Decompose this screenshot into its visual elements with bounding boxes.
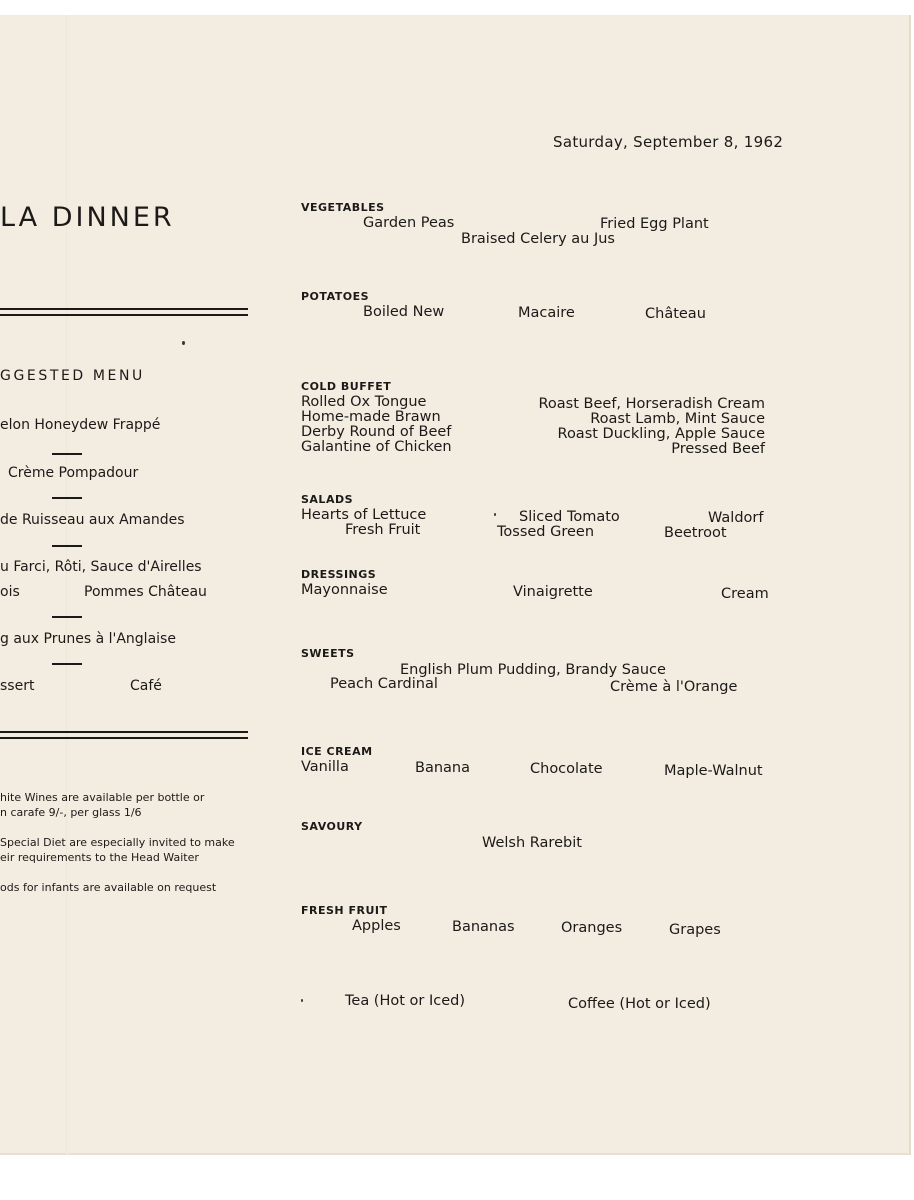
menu-item: Pressed Beef xyxy=(671,441,765,457)
course-divider xyxy=(52,545,82,547)
menu-item: Vinaigrette xyxy=(513,584,593,600)
suggested-menu-heading: GGESTED MENU xyxy=(0,368,145,384)
section-heading-vegetables: VEGETABLES xyxy=(301,201,385,214)
menu-item: Macaire xyxy=(518,305,575,321)
menu-item: Fried Egg Plant xyxy=(600,216,709,232)
note-wines-2: n carafe 9/-, per glass 1/6 xyxy=(0,806,142,819)
double-rule-bottom xyxy=(0,731,248,739)
section-heading-dressings: DRESSINGS xyxy=(301,568,377,581)
course-starter: elon Honeydew Frappé xyxy=(0,417,161,433)
menu-item: Sliced Tomato xyxy=(519,509,620,525)
menu-item: Tossed Green xyxy=(497,524,595,540)
note-diet-2: eir requirements to the Head Waiter xyxy=(0,851,199,864)
menu-date: Saturday, September 8, 1962 xyxy=(553,133,784,151)
page-fold xyxy=(66,15,68,1155)
menu-item: English Plum Pudding, Brandy Sauce xyxy=(400,662,666,678)
course-divider xyxy=(52,616,82,618)
menu-item: Derby Round of Beef xyxy=(301,424,452,440)
course-cafe: Café xyxy=(130,678,162,694)
menu-item: Roast Beef, Horseradish Cream xyxy=(538,396,765,412)
menu-item: Welsh Rarebit xyxy=(482,835,582,851)
section-heading-salads: SALADS xyxy=(301,493,354,506)
menu-item: Banana xyxy=(415,760,470,776)
menu-item: Braised Celery au Jus xyxy=(461,231,615,247)
menu-item: Hearts of Lettuce xyxy=(301,507,427,523)
menu-item: Oranges xyxy=(561,920,623,936)
menu-item: Chocolate xyxy=(530,761,603,777)
course-main: u Farci, Rôti, Sauce d'Airelles xyxy=(0,559,202,575)
menu-item: Mayonnaise xyxy=(301,582,388,598)
ink-speck xyxy=(182,341,185,345)
beverage-coffee: Coffee (Hot or Iced) xyxy=(568,996,711,1012)
menu-item: Galantine of Chicken xyxy=(301,439,452,455)
course-main-side: ois xyxy=(0,584,20,600)
menu-item: Beetroot xyxy=(664,525,727,541)
menu-item: Crème à l'Orange xyxy=(610,679,738,695)
menu-item: Maple-Walnut xyxy=(664,763,763,779)
menu-item: Roast Duckling, Apple Sauce xyxy=(557,426,765,442)
ink-speck xyxy=(301,999,303,1002)
course-main-potatoes: Pommes Château xyxy=(84,584,207,600)
section-heading-savoury: SAVOURY xyxy=(301,820,363,833)
section-heading-cold-buffet: COLD BUFFET xyxy=(301,380,392,393)
menu-item: Bananas xyxy=(452,919,515,935)
menu-item: Peach Cardinal xyxy=(330,676,438,692)
course-divider xyxy=(52,663,82,665)
section-heading-fresh-fruit: FRESH FRUIT xyxy=(301,904,388,917)
course-fish: de Ruisseau aux Amandes xyxy=(0,512,185,528)
menu-item: Waldorf xyxy=(708,510,764,526)
menu-item: Boiled New xyxy=(363,304,445,320)
menu-item: Rolled Ox Tongue xyxy=(301,394,427,410)
menu-item: Roast Lamb, Mint Sauce xyxy=(590,411,765,427)
note-diet-1: Special Diet are especially invited to make xyxy=(0,836,235,849)
menu-title: LA DINNER xyxy=(0,202,175,233)
menu-item: Château xyxy=(645,306,706,322)
course-soup: Crème Pompadour xyxy=(8,465,139,481)
section-heading-ice-cream: ICE CREAM xyxy=(301,745,373,758)
double-rule-top xyxy=(0,308,248,316)
course-pudding: g aux Prunes à l'Anglaise xyxy=(0,631,176,647)
course-divider xyxy=(52,497,82,499)
menu-item: Vanilla xyxy=(301,759,349,775)
menu-item: Home-made Brawn xyxy=(301,409,441,425)
beverage-tea: Tea (Hot or Iced) xyxy=(345,993,466,1009)
ink-speck xyxy=(494,513,496,516)
course-divider xyxy=(52,453,82,455)
menu-item: Cream xyxy=(721,586,769,602)
note-infants: ods for infants are available on request xyxy=(0,881,217,894)
section-heading-potatoes: POTATOES xyxy=(301,290,370,303)
section-heading-sweets: SWEETS xyxy=(301,647,355,660)
note-wines-1: hite Wines are available per bottle or xyxy=(0,791,205,804)
menu-item: Fresh Fruit xyxy=(345,522,421,538)
course-dessert: ssert xyxy=(0,678,35,694)
menu-item: Grapes xyxy=(669,922,721,938)
menu-item: Garden Peas xyxy=(363,215,455,231)
menu-item: Apples xyxy=(352,918,401,934)
